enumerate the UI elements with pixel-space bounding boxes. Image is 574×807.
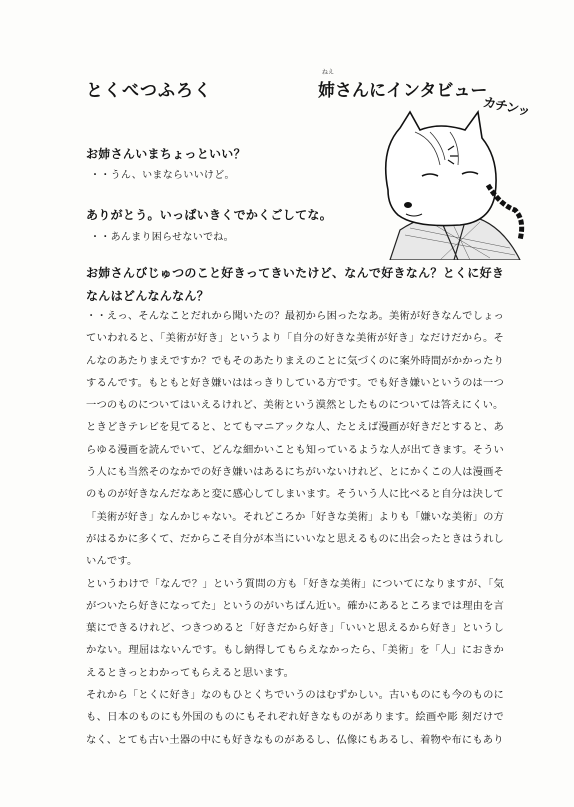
page-heading-left: とくべつふろく — [86, 81, 212, 101]
answer-3-body — [86, 305, 504, 751]
answer-2: ・・あんまり困らせないでね。 — [90, 232, 234, 243]
question-1: お姉さんいまちょっといい？ — [86, 147, 246, 161]
paragraph-3: というわけで「なんで？」という質問の方も「好きな美術」についてになりますが、「気がついたら好きになってた」というのがいちばん近い。確かにあるところまでは理由を言葉にできるけれど、つきつめると「好きだから好き」「いいと思えるから好き」というしかない。理屈はないんです。もし納得してもらえなかったら、「美術」を「人」におきかえるときっとわかってもらえると思います。 — [86, 577, 504, 679]
question-2: ありがとう。いっぱいきくでかくごしてな。 — [86, 208, 333, 222]
sound-effect-text: カチンッ — [481, 95, 531, 120]
cat-character-icon — [370, 110, 530, 260]
page-heading-right: 姉さんにインタビュー — [318, 81, 488, 101]
answer-1: ・・うん、いまならいいけど。 — [90, 170, 235, 181]
paragraph-1: ・・えっ、そんなことだれから聞いたの？最初から困ったなあ。美術が好きなんでしょっていわれると、「美術が好き」というより「自分の好きな美術が好き」なだけだから。そんなのあたりまえですか？でもそのあたりまえのことに気づくのに案外時間がかかったりするんです。もともと好き嫌いははっきりしている方です。でも好き嫌いというのは一つ一つのものについてはいえるけれど、美術という漠然としたものについては答えにくい。 — [86, 310, 504, 412]
paragraph-2: ときどきテレビを見てると、とてもマニアックな人、たとえば漫画が好きだとすると、あらゆる漫画を読んでいて、どんな細かいことも知っているような人が出てきます。そういう人にも当然そのなかでの好き嫌いはあるにちがいないけれど、とにかくこの人は漫画そのものが好きなんだなあと変に感心してしまいます。そういう人に比べると自分は決して「美術が好き」なんかじゃない。それどころか「好きな美術」よりも「嫌いな美術」の方がはるかに多くて、だからこそ自分が本当にいいなと思えるものに出会ったときはうれしいんです。 — [86, 421, 504, 568]
ruby-ane: ねえ — [322, 69, 335, 76]
question-3: お姉さんびじゅつのこと好きってきいたけど、なんで好きなん？とくに好きなんはどんなんなん？ — [86, 266, 505, 303]
paragraph-4: それから「とくに好き」なのもひとくちでいうのはむずかしい。古いものにも今のものにも、日本のものにも外国のものにもそれぞれ好きなものがあります。絵画や彫 刻だけでなく、とても古い土器の中にも好きなものがあるし、仏像にもあるし、着物や布にもあり — [86, 689, 504, 746]
